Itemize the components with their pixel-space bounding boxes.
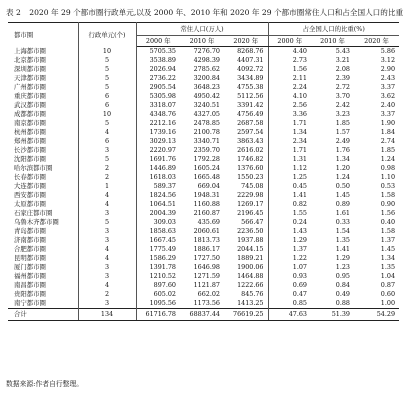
unit-count: 3 <box>78 209 136 218</box>
table-row <box>8 83 399 92</box>
pop-2000: 1095.56 <box>149 299 176 307</box>
table-row <box>8 164 399 173</box>
unit-count: 2 <box>78 290 136 299</box>
share-2000: 0.82 <box>292 200 307 208</box>
unit-count: 3 <box>78 146 136 155</box>
header-share-group: 占全国人口的比重(%) <box>268 23 399 36</box>
pop-2010: 2160.87 <box>193 209 220 217</box>
city-name: 郑州都市圈 <box>8 137 78 146</box>
city-name: 太原都市圈 <box>8 200 78 209</box>
share-2000: 1.31 <box>292 155 307 163</box>
pop-2010: 669.04 <box>197 182 220 190</box>
total-row <box>8 309 399 321</box>
data-source-note: 数据来源:作者自行整理。 <box>6 380 84 388</box>
city-name: 哈尔滨都市圈 <box>8 164 78 173</box>
share-2000: 1.34 <box>292 128 307 136</box>
pop-2020: 1376.60 <box>224 164 268 173</box>
share-2020: 1.24 <box>380 155 396 163</box>
pop-2020: 2687.58 <box>224 119 268 128</box>
share-2010: 3.70 <box>335 92 350 100</box>
share-2010: 0.84 <box>335 281 350 289</box>
share-2000: 1.71 <box>292 119 307 127</box>
pop-2020: 3863.43 <box>224 137 268 146</box>
share-2020: 0.60 <box>380 290 396 298</box>
city-name: 北京都市圈 <box>8 56 78 65</box>
table-row <box>8 56 399 65</box>
share-2000: 1.07 <box>292 263 307 271</box>
pop-2010: 2478.85 <box>193 119 220 127</box>
share-2010: 0.89 <box>335 200 350 208</box>
unit-count: 3 <box>78 299 136 309</box>
pop-2000: 1824.56 <box>149 191 176 199</box>
table-caption <box>6 6 406 20</box>
pop-2000: 897.60 <box>153 281 176 289</box>
share-2000: 1.71 <box>292 146 307 154</box>
share-2020: 0.87 <box>380 281 396 289</box>
share-2020: 1.37 <box>380 236 396 244</box>
unit-count: 4 <box>78 191 136 200</box>
city-name: 杭州都市圈 <box>8 128 78 137</box>
city-name: 青岛都市圈 <box>8 227 78 236</box>
pop-2020: 1889.21 <box>224 254 268 263</box>
pop-2000: 2905.54 <box>149 83 176 91</box>
unit-count: 4 <box>78 245 136 254</box>
city-name: 广州都市圈 <box>8 83 78 92</box>
pop-2020: 4755.38 <box>224 83 268 92</box>
pop-2020: 1413.25 <box>224 299 268 309</box>
table-row <box>8 227 399 236</box>
share-2020: 3.12 <box>380 56 396 64</box>
table-row <box>8 299 399 309</box>
unit-count: 5 <box>78 56 136 65</box>
city-name: 天津都市圈 <box>8 74 78 83</box>
pop-2010: 4950.42 <box>193 92 220 100</box>
pop-2000: 3538.89 <box>149 56 176 64</box>
table-row <box>8 65 399 74</box>
pop-2010: 3240.51 <box>193 101 220 109</box>
share-2010: 1.85 <box>335 119 350 127</box>
table-row <box>8 263 399 272</box>
table-row <box>8 146 399 155</box>
share-2000: 2.34 <box>292 137 307 145</box>
pop-2010: 1173.56 <box>193 299 220 307</box>
table-row <box>8 245 399 254</box>
share-2020: 3.37 <box>380 83 396 91</box>
share-2020: 1.10 <box>380 173 396 181</box>
total-label: 合计 <box>8 309 78 321</box>
header-city: 都市圈 <box>8 23 78 47</box>
pop-2010: 3340.71 <box>193 137 220 145</box>
unit-count: 3 <box>78 272 136 281</box>
table-header <box>8 23 399 47</box>
city-name: 成都都市圈 <box>8 110 78 119</box>
pop-2010: 2060.61 <box>193 227 220 235</box>
unit-count: 6 <box>78 101 136 110</box>
table-row <box>8 191 399 200</box>
share-2000: 4.40 <box>292 47 307 55</box>
unit-count: 10 <box>78 110 136 119</box>
table-row <box>8 74 399 83</box>
share-2020: 5.86 <box>380 47 396 55</box>
total-share-2000: 47.63 <box>268 309 311 321</box>
pop-2000: 3029.13 <box>149 137 176 145</box>
pop-2000: 1667.45 <box>149 236 176 244</box>
header-units: 行政单元(个) <box>78 23 136 47</box>
share-2010: 1.41 <box>335 245 350 253</box>
pop-2000: 3318.07 <box>149 101 176 109</box>
city-name: 长春都市圈 <box>8 173 78 182</box>
pop-2020: 2044.15 <box>224 245 268 254</box>
header-share-2020: 2020 年 <box>354 36 399 47</box>
table-row <box>8 272 399 281</box>
unit-count: 5 <box>78 83 136 92</box>
table-row <box>8 290 399 299</box>
share-2010: 0.49 <box>335 290 350 298</box>
pop-2020: 4092.72 <box>224 65 268 74</box>
pop-2010: 3200.84 <box>193 74 220 82</box>
pop-2010: 3648.23 <box>193 83 220 91</box>
header-share-2010: 2010 年 <box>311 36 354 47</box>
table-row <box>8 182 399 191</box>
pop-2020: 745.08 <box>224 182 268 191</box>
share-2010: 1.23 <box>335 263 350 271</box>
share-2010: 2.72 <box>335 83 350 91</box>
pop-2000: 2736.22 <box>149 74 176 82</box>
pop-2010: 1813.73 <box>193 236 220 244</box>
pop-2020: 845.76 <box>224 290 268 299</box>
pop-2020: 1900.06 <box>224 263 268 272</box>
pop-2010: 4298.39 <box>193 56 220 64</box>
table-title: 2020 年 29 个都市圈行政单元,以及 2000 年、2010 年和 2020 年 29 个都市圈常住人口和占全国人口的比重 <box>29 8 404 17</box>
share-2000: 1.12 <box>292 164 307 172</box>
unit-count: 2 <box>78 173 136 182</box>
city-name: 重庆都市圈 <box>8 92 78 101</box>
table-row <box>8 200 399 209</box>
share-2010: 0.95 <box>335 272 350 280</box>
share-2000: 2.24 <box>292 83 307 91</box>
table-row <box>8 119 399 128</box>
share-2010: 1.57 <box>335 128 350 136</box>
pop-2020: 2229.98 <box>224 191 268 200</box>
pop-2000: 1691.76 <box>149 155 176 163</box>
share-2010: 1.24 <box>335 173 350 181</box>
pop-2000: 5305.98 <box>149 92 176 100</box>
unit-count: 5 <box>78 119 136 128</box>
header-share-2000: 2000 年 <box>268 36 311 47</box>
share-2020: 1.58 <box>380 191 396 199</box>
total-units: 134 <box>78 309 136 321</box>
population-table <box>8 22 399 321</box>
pop-2020: 4407.31 <box>224 56 268 65</box>
share-2010: 2.39 <box>335 74 350 82</box>
share-2000: 2.56 <box>292 101 307 109</box>
table-row <box>8 155 399 164</box>
share-2020: 1.00 <box>380 299 396 307</box>
share-2010: 1.45 <box>335 191 350 199</box>
pop-2000: 1586.29 <box>149 254 176 262</box>
share-2010: 1.54 <box>335 227 350 235</box>
city-name: 大连都市圈 <box>8 182 78 191</box>
city-name: 昆明都市圈 <box>8 254 78 263</box>
pop-2020: 5112.56 <box>224 92 268 101</box>
total-pop-2010: 68837.44 <box>180 309 224 321</box>
table-row <box>8 254 399 263</box>
pop-2010: 435.69 <box>197 218 220 226</box>
table-row <box>8 92 399 101</box>
pop-2000: 1775.49 <box>149 245 176 253</box>
pop-2020: 1937.88 <box>224 236 268 245</box>
share-2010: 1.76 <box>335 146 350 154</box>
share-2000: 1.29 <box>292 236 307 244</box>
share-2020: 1.35 <box>380 263 396 271</box>
pop-2010: 2100.78 <box>193 128 220 136</box>
unit-count: 6 <box>78 137 136 146</box>
unit-count: 3 <box>78 227 136 236</box>
pop-2000: 1210.52 <box>149 272 176 280</box>
table-row <box>8 110 399 119</box>
pop-2020: 3391.42 <box>224 101 268 110</box>
share-2010: 1.20 <box>335 164 350 172</box>
city-name: 深圳都市圈 <box>8 65 78 74</box>
unit-count: 4 <box>78 281 136 290</box>
city-name: 南宁都市圈 <box>8 299 78 309</box>
city-name: 长沙都市圈 <box>8 146 78 155</box>
unit-count: 3 <box>78 263 136 272</box>
share-2010: 3.23 <box>335 110 350 118</box>
share-2010: 3.21 <box>335 56 350 64</box>
share-2020: 1.90 <box>380 119 396 127</box>
share-2010: 0.88 <box>335 299 350 307</box>
share-2000: 1.41 <box>292 191 307 199</box>
unit-count: 5 <box>78 74 136 83</box>
pop-2000: 1446.89 <box>149 164 176 172</box>
share-2000: 1.37 <box>292 245 307 253</box>
share-2000: 1.55 <box>292 209 307 217</box>
pop-2020: 4756.49 <box>224 110 268 119</box>
share-2000: 2.11 <box>292 74 307 82</box>
table-body <box>8 47 399 309</box>
city-name: 南京都市圈 <box>8 119 78 128</box>
table-row <box>8 137 399 146</box>
unit-count: 5 <box>78 155 136 164</box>
table-row <box>8 209 399 218</box>
share-2000: 0.69 <box>292 281 307 289</box>
share-2020: 1.56 <box>380 209 396 217</box>
pop-2010: 1271.59 <box>193 272 220 280</box>
share-2020: 0.40 <box>380 218 396 226</box>
pop-2010: 1646.98 <box>193 263 220 271</box>
pop-2000: 4348.76 <box>149 110 176 118</box>
pop-2020: 2616.02 <box>224 146 268 155</box>
pop-2000: 309.03 <box>153 218 176 226</box>
pop-2000: 2212.16 <box>149 119 176 127</box>
table-row <box>8 236 399 245</box>
share-2000: 0.85 <box>292 299 307 307</box>
share-2020: 0.98 <box>380 164 396 172</box>
pop-2010: 1160.88 <box>193 200 220 208</box>
share-2020: 0.53 <box>380 182 396 190</box>
total-pop-2000: 61716.78 <box>136 309 180 321</box>
city-name: 合肥都市圈 <box>8 245 78 254</box>
share-2000: 1.25 <box>292 173 307 181</box>
pop-2020: 1222.66 <box>224 281 268 290</box>
pop-2010: 2785.62 <box>193 65 220 73</box>
pop-2010: 7276.70 <box>193 47 220 55</box>
pop-2020: 2196.45 <box>224 209 268 218</box>
unit-count: 5 <box>78 65 136 74</box>
pop-2020: 1464.88 <box>224 272 268 281</box>
share-2010: 0.50 <box>335 182 350 190</box>
share-2020: 3.37 <box>380 110 396 118</box>
total-share-2020: 54.29 <box>354 309 399 321</box>
unit-count: 10 <box>78 47 136 57</box>
share-2000: 1.22 <box>292 254 307 262</box>
city-name: 贵阳都市圈 <box>8 290 78 299</box>
city-name: 乌鲁木齐都市圈 <box>8 218 78 227</box>
pop-2020: 1746.82 <box>224 155 268 164</box>
table-row <box>8 128 399 137</box>
share-2010: 5.43 <box>335 47 350 55</box>
pop-2010: 1121.87 <box>193 281 220 289</box>
share-2020: 0.90 <box>380 200 396 208</box>
total-pop-2020: 76619.25 <box>224 309 268 321</box>
pop-2010: 1792.28 <box>193 155 220 163</box>
unit-count: 6 <box>78 92 136 101</box>
pop-2000: 1739.16 <box>149 128 176 136</box>
share-2020: 1.04 <box>380 272 396 280</box>
pop-2000: 1064.51 <box>149 200 176 208</box>
unit-count: 1 <box>78 182 136 191</box>
pop-2000: 1858.63 <box>149 227 176 235</box>
pop-2000: 589.37 <box>153 182 176 190</box>
pop-2010: 1727.50 <box>193 254 220 262</box>
table-row <box>8 173 399 182</box>
pop-2010: 4327.05 <box>193 110 220 118</box>
table-row <box>8 281 399 290</box>
pop-2000: 605.02 <box>153 290 176 298</box>
share-2020: 1.58 <box>380 227 396 235</box>
pop-2000: 1618.03 <box>149 173 176 181</box>
city-name: 福州都市圈 <box>8 272 78 281</box>
share-2000: 0.93 <box>292 272 307 280</box>
share-2010: 2.08 <box>335 65 350 73</box>
share-2000: 0.47 <box>292 290 307 298</box>
unit-count: 3 <box>78 236 136 245</box>
pop-2010: 1948.31 <box>193 191 220 199</box>
share-2020: 3.62 <box>380 92 396 100</box>
share-2010: 1.35 <box>335 236 350 244</box>
share-2000: 1.56 <box>292 65 307 73</box>
pop-2020: 1269.17 <box>224 200 268 209</box>
share-2010: 1.29 <box>335 254 350 262</box>
pop-2010: 1605.24 <box>193 164 220 172</box>
pop-2000: 1391.78 <box>149 263 176 271</box>
total-share-2010: 51.39 <box>311 309 354 321</box>
pop-2020: 2236.50 <box>224 227 268 236</box>
pop-2010: 662.02 <box>197 290 220 298</box>
share-2010: 2.42 <box>335 101 350 109</box>
table-row <box>8 218 399 227</box>
city-name: 上海都市圈 <box>8 47 78 57</box>
share-2010: 1.34 <box>335 155 350 163</box>
pop-2000: 5705.35 <box>149 47 176 55</box>
unit-count: 4 <box>78 128 136 137</box>
pop-2020: 2597.54 <box>224 128 268 137</box>
share-2020: 2.40 <box>380 101 396 109</box>
table-row <box>8 47 399 57</box>
share-2020: 1.34 <box>380 254 396 262</box>
city-name: 武汉都市圈 <box>8 101 78 110</box>
table-number: 表 2 <box>6 8 21 17</box>
city-name: 西安都市圈 <box>8 191 78 200</box>
city-name: 沈阳都市圈 <box>8 155 78 164</box>
unit-count: 4 <box>78 200 136 209</box>
share-2000: 4.10 <box>292 92 307 100</box>
header-pop-2020: 2020 年 <box>224 36 268 47</box>
pop-2020: 8268.76 <box>224 47 268 57</box>
city-name: 厦门都市圈 <box>8 263 78 272</box>
share-2000: 2.73 <box>292 56 307 64</box>
share-2020: 2.90 <box>380 65 396 73</box>
table-row <box>8 101 399 110</box>
share-2010: 0.33 <box>335 218 350 226</box>
pop-2000: 2026.94 <box>149 65 176 73</box>
share-2010: 1.61 <box>335 209 350 217</box>
unit-count: 2 <box>78 164 136 173</box>
header-pop-2000: 2000 年 <box>136 36 180 47</box>
city-name: 石家庄都市圈 <box>8 209 78 218</box>
header-pop-2010: 2010 年 <box>180 36 224 47</box>
pop-2000: 2004.39 <box>149 209 176 217</box>
share-2020: 1.85 <box>380 146 396 154</box>
share-2000: 3.36 <box>292 110 307 118</box>
city-name: 济南都市圈 <box>8 236 78 245</box>
unit-count: 4 <box>78 254 136 263</box>
share-2020: 1.84 <box>380 128 396 136</box>
pop-2020: 566.47 <box>224 218 268 227</box>
pop-2020: 3434.89 <box>224 74 268 83</box>
header-population-group: 常住人口(万人) <box>136 23 268 36</box>
share-2000: 0.45 <box>292 182 307 190</box>
unit-count: 5 <box>78 218 136 227</box>
share-2020: 1.45 <box>380 245 396 253</box>
pop-2010: 1665.48 <box>193 173 220 181</box>
share-2000: 1.43 <box>292 227 307 235</box>
share-2020: 2.74 <box>380 137 396 145</box>
pop-2000: 2220.97 <box>149 146 176 154</box>
pop-2020: 1550.23 <box>224 173 268 182</box>
share-2020: 2.43 <box>380 74 396 82</box>
share-2010: 2.49 <box>335 137 350 145</box>
share-2000: 0.24 <box>292 218 307 226</box>
pop-2010: 1886.17 <box>193 245 220 253</box>
pop-2010: 2359.70 <box>193 146 220 154</box>
city-name: 南昌都市圈 <box>8 281 78 290</box>
